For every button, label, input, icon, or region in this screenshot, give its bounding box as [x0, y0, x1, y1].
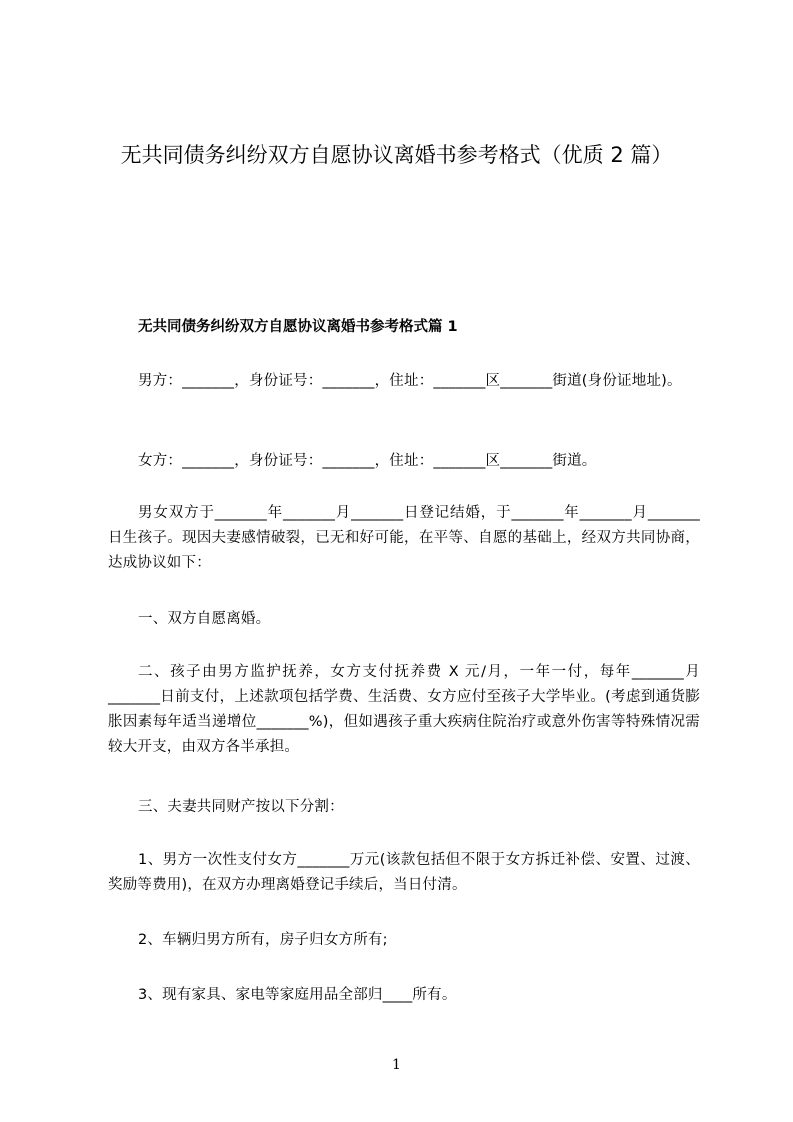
clause-divorce: 一、双方自愿离婚。	[138, 611, 271, 627]
paragraph-male-party: 男方：_______，身份证号：_______，住址：_______区_______街道(身份证地址)。	[138, 373, 682, 389]
paragraph-female-party: 女方：_______，身份证号：_______，住址：_______区_______街道。	[138, 453, 597, 469]
clause-property-item-3: 3、现有家具、家电等家庭用品全部归____所有。	[138, 987, 457, 1003]
paragraph-marriage-info: 男女双方于_______年_______月_______日登记结婚，于_______年_______月_______日生孩子。现因夫妻感情破裂，已无和好可能，在平等、自愿的基础上，经双方共同协商，达成协议如下：	[108, 505, 700, 571]
clause-property-item-1: 1、男方一次性支付女方_______万元(该款包括但不限于女方拆迁补偿、安置、过渡、奖励等费用)，在双方办理离婚登记手续后，当日付清。	[108, 852, 700, 893]
page-number: 1	[392, 1057, 401, 1073]
clause-child-custody: 二、孩子由男方监护抚养，女方支付抚养费 X 元/月，一年一付，每年_______月_______日前支付，上述款项包括学费、生活费、女方应付至孩子大学毕业。(考虑到通货膨胀因素每年适当递增位_______%)，但如遇孩子重大疾病住院治疗或意外伤害等特殊情况需较大开支，由双方各半承担。	[108, 664, 700, 755]
clause-property-heading: 三、夫妻共同财产按以下分割：	[138, 799, 344, 815]
section-heading: 无共同债务纠纷双方自愿协议离婚书参考格式篇 1	[138, 319, 458, 335]
clause-property-item-2: 2、车辆归男方所有，房子归女方所有;	[138, 932, 388, 948]
document-title: 无共同债务纠纷双方自愿协议离婚书参考格式（优质 2 篇）	[120, 143, 673, 167]
